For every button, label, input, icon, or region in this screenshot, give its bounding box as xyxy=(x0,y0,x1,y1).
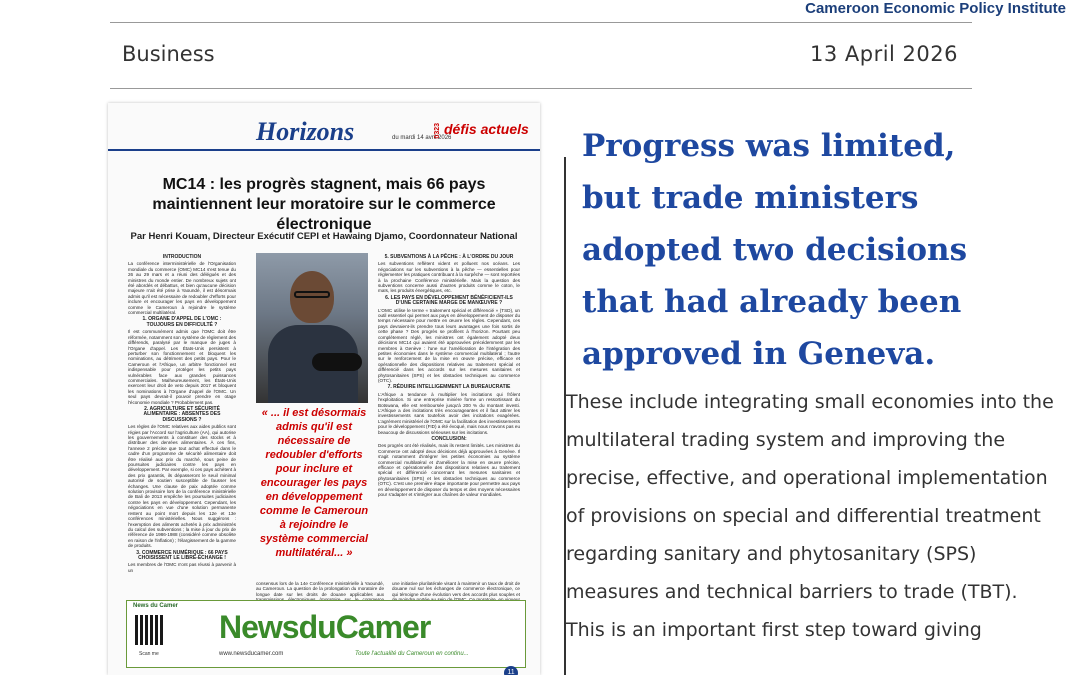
newspaper-column-2 xyxy=(378,253,520,583)
newspaper-headline: MC14 : les progrès stagnent, mais 66 pays maintiennent leur moratoire sur le commerce électronique xyxy=(152,176,496,233)
newsducamer-ad[interactable] xyxy=(126,600,526,668)
page-number-badge: 11 xyxy=(504,666,518,675)
col1-heading: 3. COMMERCE NUMÉRIQUE : 66 PAYS CHOISISSENT LE LIBRE-ÉCHANGE ! xyxy=(136,549,228,561)
author-photo xyxy=(256,253,368,403)
ad-scan-label: Scan me xyxy=(139,651,159,657)
ad-tagline: Toute l'actualité du Cameroun en continu... xyxy=(355,651,469,657)
col1-paragraph: La conférence interministérielle de l'Organisation mondiale du commerce (OMC) MC14 s'est tenue du 26 au 29 mars et a réuni des délégués et des ministres du monde entier. De nombreux sujets ont été abordés et débattus, et bien qu'aucune décision majeure n'ait été prise à Yaoundé, il est désormais admis qu'il est nécessaire de redoubler d'efforts pour inclure et encourager les pays en développement comme le Cameroun à rejoindre le système commercial multilatéral. xyxy=(128,261,236,316)
ad-title: NewsduCamer xyxy=(219,609,431,645)
qr-code-icon[interactable] xyxy=(135,615,165,645)
col2-paragraph: Des progrès ont été réalisés, mais ils restent limités. Les ministres du Commerce ont adopté deux décisions déjà approuvées à Genève. Il s'agit notamment d'intégrer les petites économies au système commercial multilatéral et d'améliorer la mise en œuvre précise, efficace et opérationnelle des dispositions relatives au traitement spécial et différencié concernant les mesures sanitaires et phytosanitaires (SPS) et les obstacles techniques au commerce (OTC). C'est une première étape importante pour permettre aux pays en développement de disposer du temps et des moyens nécessaires pour s'adapter et s'intégrer aux chaînes de valeur mondiales. xyxy=(378,443,520,498)
masthead-issue: 0323 xyxy=(434,123,441,139)
section-label[interactable]: Business xyxy=(122,42,215,66)
ad-url[interactable]: www.newsducamer.com xyxy=(219,651,284,657)
col2-heading: 7. RÉDUIRE INTELLIGEMMENT LA BUREAUCRATIE xyxy=(387,384,511,391)
publish-date: 13 April 2026 xyxy=(809,42,958,66)
col2-heading: CONCLUSION: xyxy=(431,436,467,442)
newspaper-pull-quote: « ... il est désormais admis qu'il est nécessaire de redoubler d'efforts pour inclure et encourager les pays en développement comme le Cameroun à rejoindre le système commercial multilatéral... » xyxy=(259,407,369,559)
header-rule-bottom xyxy=(110,88,972,89)
col1-paragraph: Les membres de l'OMC n'ont pas réussi à parvenir à un xyxy=(128,562,236,573)
col2-paragraph: L'Afrique a tendance à multiplier les incitations qui frôlent l'exploitation. Si une entreprise minière forme un ressortissant du Botswana, elle est remboursée jusqu'à 200 % du montant investi. L'Afrique a des incitations très encourageantes et il faut attirer les investissements sans toutefois avoir des incitations exagérées. L'agrément ministériel de l'OMC sur la facilitation des investissements pour le développement (FID) a été évoqué, mais nous n'avons pas eu beaucoup de discussions sérieuses sur les incitations. xyxy=(378,391,520,435)
col3-paragraph: consensus lors de la 14e Conférence ministérielle à Yaoundé, au Cameroun. La question de la prolongation du moratoire de longue date sur les droits de douane applicables aux une initiative plurilatérale visant à maintenir un taux de droit de douane nul sur les échanges de commerce électronique, ce qui témoigne d'une évolution vers des accords plus souples et xyxy=(256,581,520,597)
microphone-icon xyxy=(312,353,362,371)
brand-name: Cameroon Economic Policy Institute xyxy=(805,0,1066,17)
col1-paragraph: Les règles de l'OMC relatives aux aides publics sont régies par l'Accord sur l'agriculture (AA), qui autorise les gouvernements à constituer des stocks et à distribuer des denrées alimentaires. À ces fins, l'annexe 2 précise que tout achat effectué dans le cadre d'un programme de sécurité alimentaire doit être réalisé aux prix du marché, sous peine de poursuites judiciaires contre les pays en développement. Par exemple, si ces pays achètent à des prix garantis, ils dépasseront le seuil minimal autorisé de soutien susceptible de fausser les échanges. Une clause de paix adoptée comme solution provisoire lors de la conférence ministérielle de Bali de 2013 empêche les poursuites judiciaires contre les pays en développement. Cependant, les négociations en vue d'une solution permanente restent au point mort depuis les 12e et 13e conférences ministérielles. Nous suggérons : l'exemption des aliments achetés à prix administrés du calcul des subventions ; la mise à jour du prix de référence de 1986-1988 (considéré comme obsolète en raison de l'inflation) ; l'élargissement de la gamme de produits. xyxy=(128,424,236,549)
col2-paragraph: Les subventions reflètent vident et polluent nos océans. Les négociations sur les subventions à la pêche — essentielles pour réglementer les pratiques contribuant à la surpêche — sont reportées à la prochaine Conférence ministérielle. Mais la question des subventions concerne aussi d'autres produits comme le coton, le maïs, les produits énergétiques, etc. xyxy=(378,261,520,294)
newspaper-byline: Par Henri Kouam, Directeur Exécutif CEPI et Hawaing Djamo, Coordonnateur National xyxy=(130,231,518,242)
newspaper-clipping-image[interactable] xyxy=(108,103,540,675)
col2-heading: 6. LES PAYS EN DÉVELOPPEMENT BÉNÉFICIENT-ILS D'UNE CERTAINE MARGE DE MANŒUVRE ? xyxy=(385,294,513,307)
masthead-date: du mardi 14 avril 2026 xyxy=(392,135,452,141)
col2-paragraph: L'OMC utilise le terme « traitement spécial et différencié » (TSD), un outil essentiel qui permet aux pays en développement de disposer du temps nécessaire pour mettre en œuvre les règles. Cependant, ces pays devraient-ils prendre tous leurs avantages une fois sortis de cette phase ? Des progrès se profilent à l'horizon. Pourtant peu complètement réglé, les ministres ont également adopté deux décisions MC14 qui avaient été approuvées précédemment par les membres à Genève : l'une sur l'amélioration de l'intégration des petites économies dans le système commercial multilatéral ; l'autre sur le renforcement de la mise en œuvre précise, efficace et opérationnelle des dispositions relatives au traitement spécial et différencié dans les accords sur les mesures sanitaires et phytosanitaires (SPS) et les obstacles techniques au commerce (OTC). xyxy=(378,307,520,383)
col1-heading: 2. AGRICULTURE ET SÉCURITÉ ALIMENTAIRE : ABSENTES DES DISCUSSIONS ? xyxy=(143,405,221,423)
header-rule-top xyxy=(110,22,972,23)
col2-heading: 5. SUBVENTIONS À LA PÊCHE : À L'ORDRE DU JOUR xyxy=(384,254,514,260)
newspaper-masthead xyxy=(108,115,540,151)
ad-small-logo: News du Camer xyxy=(133,603,179,609)
col1-heading: INTRODUCTION xyxy=(162,254,202,260)
col1-paragraph: Il est communément admis que l'OMC doit être réformée, notamment son système de règlement des différends, paralysé par le manque de juges à l'Organe d'appel. Les États-Unis persistent à perturber son fonctionnement et bloquent les nominations, au détriment des petits pays. Pour le Cameroun et l'Afrique, un arbitre fonctionnel est indispensable pour protéger les petits pays vulnérables face aux grandes puissances commerciales. Malheureusement, les États-Unis exercent leur droit de veto depuis 2017 et bloquent les nominations à l'Organe d'appel de l'OMC. Un seul pays devrait-il pouvoir prendre en otage l'économie mondiale ? Probablement pas. xyxy=(128,329,236,405)
masthead-publication: défis actuels xyxy=(444,121,529,137)
col1-heading: 1. ORGANE D'APPEL DE L'OMC : TOUJOURS EN DIFFICULTÉ ? xyxy=(142,316,222,328)
photo-glasses xyxy=(294,291,330,298)
masthead-logo: Horizons xyxy=(256,117,355,146)
article-body: These include integrating small economies into the multilateral trading system and improving the precise, effective, and operational implementation of provisions on special and differential treatment regarding sanitary and phytosanitary (SPS) measures and technical barriers to trade (TBT). This is an important first step toward giving xyxy=(566,391,1054,641)
article-pull-quote: Progress was limited, but trade ministers adopted two decisions that had already been approved in Geneva. xyxy=(582,128,968,372)
